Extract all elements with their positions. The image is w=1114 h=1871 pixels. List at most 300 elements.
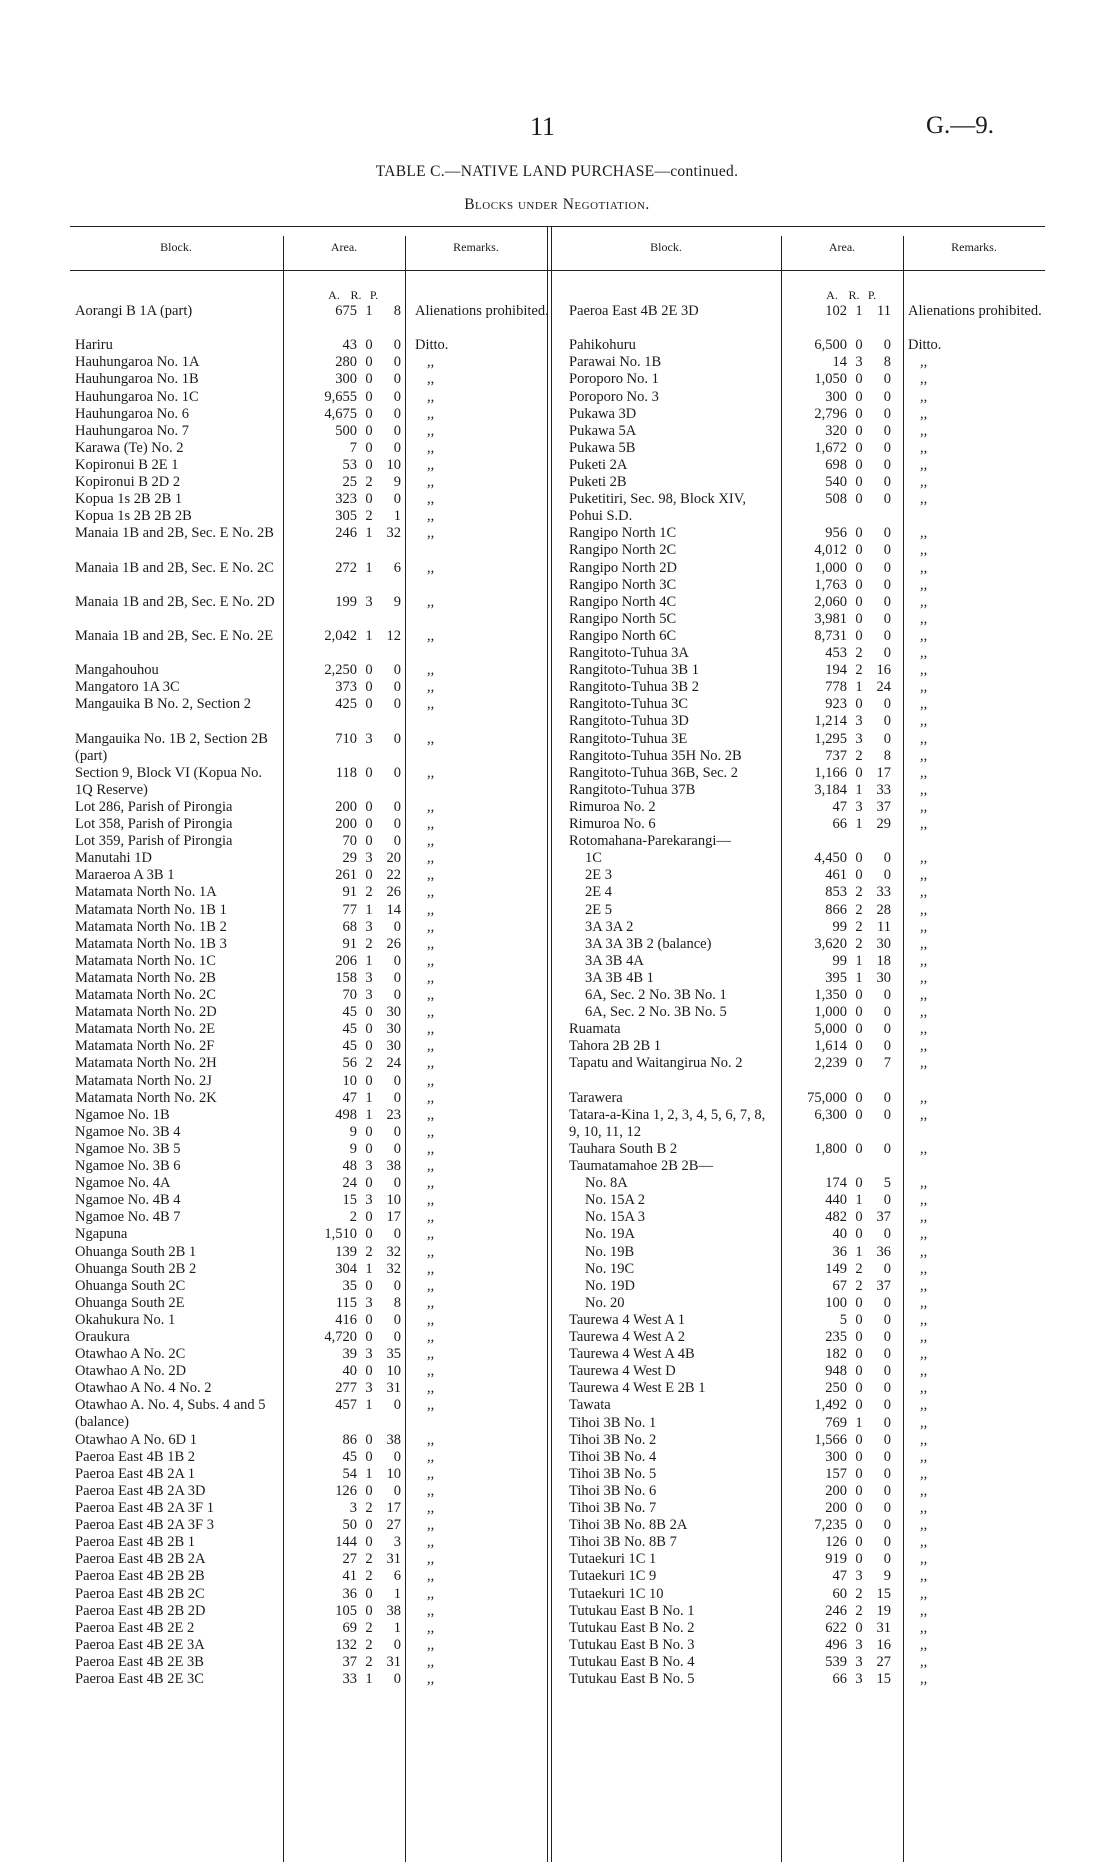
- area-perches: 0: [883, 1482, 891, 1499]
- area-roods: 2: [855, 1585, 863, 1602]
- block-name: Ngamoe No. 4A: [75, 1175, 171, 1192]
- area-perches: 0: [883, 371, 891, 388]
- block-name: 2E 5: [585, 901, 612, 918]
- remarks: ,,: [427, 1158, 435, 1174]
- area-perches: 0: [883, 987, 891, 1003]
- area-perches: 6: [393, 1568, 401, 1585]
- block-name: Rangitoto-Tuhua 3C: [569, 696, 689, 713]
- block-name: Matamata North No. 2H: [75, 1055, 217, 1072]
- area-perches: 6: [393, 559, 401, 576]
- area-acres: 3,981: [814, 610, 847, 627]
- block-name: Paeroa East 4B 2E 3D: [569, 303, 699, 319]
- area-acres: 4,450: [814, 850, 847, 867]
- area-roods: 0: [855, 491, 863, 508]
- area-acres: 144: [335, 1534, 357, 1551]
- remarks: ,,: [920, 1671, 928, 1687]
- area-roods: 3: [365, 1158, 373, 1174]
- table-row: [569, 1500, 1049, 1517]
- area-roods: 0: [855, 1397, 863, 1414]
- area-perches: 0: [393, 439, 401, 456]
- area-perches: 0: [883, 610, 891, 627]
- area-perches: 0: [393, 969, 401, 986]
- block-name: Ohuanga South 2B 1: [75, 1243, 197, 1260]
- remarks: ,,: [920, 1038, 928, 1055]
- area-perches: 0: [393, 730, 401, 747]
- area-perches: 12: [386, 627, 401, 644]
- area-perches: 0: [883, 1380, 891, 1397]
- table-subtitle: Blocks under Negotiation.: [464, 196, 650, 213]
- area-roods: 0: [855, 456, 863, 473]
- block-name: Puketi 2B: [569, 474, 627, 490]
- area-acres: 126: [335, 1482, 357, 1499]
- area-perches: 0: [883, 491, 891, 508]
- block-name: 2E 3: [585, 867, 612, 884]
- remarks: ,,: [920, 559, 928, 576]
- table-row: [569, 1004, 1049, 1021]
- area-perches: 0: [883, 1226, 891, 1243]
- area-perches: 0: [393, 1175, 401, 1192]
- remarks: ,,: [427, 1260, 435, 1277]
- table-row: [75, 799, 545, 816]
- table-row: [75, 1004, 545, 1021]
- area-acres: 769: [825, 1414, 847, 1431]
- area-acres: 7: [349, 439, 357, 456]
- table-row: [75, 953, 545, 970]
- area-perches: 0: [883, 645, 891, 661]
- area-acres: 157: [825, 1465, 847, 1482]
- table-row: [569, 1175, 1049, 1192]
- table-row: [569, 1141, 1049, 1158]
- area-perches: 0: [393, 833, 401, 850]
- unit-acres: A.: [826, 288, 838, 302]
- area-perches: 9: [393, 474, 401, 490]
- area-perches: 0: [393, 1329, 401, 1345]
- block-name: Taurewa 4 West A 4B: [569, 1346, 695, 1363]
- table-row: [569, 1415, 1049, 1432]
- block-name: Hauhungaroa No. 7: [75, 422, 189, 439]
- remarks: ,,: [427, 918, 435, 935]
- area-acres: 200: [335, 816, 357, 832]
- table-row: [75, 1500, 545, 1517]
- table-row: [75, 1671, 545, 1688]
- area-acres: 45: [342, 1448, 357, 1465]
- block-name: Rotomahana-Parekarangi—: [569, 833, 731, 850]
- remarks: ,,: [427, 1311, 435, 1328]
- table-row: [75, 440, 545, 457]
- area-roods: 0: [855, 1380, 863, 1397]
- remarks: ,,: [427, 1653, 435, 1670]
- area-perches: 0: [883, 1021, 891, 1038]
- block-name: Tihoi 3B No. 7: [569, 1500, 657, 1516]
- area-acres: 29: [342, 850, 357, 867]
- area-acres: 1,214: [814, 713, 847, 730]
- area-acres: 300: [825, 388, 847, 405]
- remarks: ,,: [427, 508, 435, 525]
- remarks: ,,: [427, 1329, 435, 1345]
- table-row: [75, 662, 545, 679]
- block-name: Rangitoto-Tuhua 37B: [569, 781, 696, 798]
- remarks: ,,: [427, 1465, 435, 1482]
- area-acres: 416: [335, 1311, 357, 1328]
- area-acres: 158: [335, 969, 357, 986]
- area-perches: 17: [876, 764, 891, 781]
- area-perches: 24: [876, 679, 891, 696]
- block-name: Matamata North No. 2J: [75, 1072, 212, 1089]
- remarks: ,,: [920, 969, 928, 986]
- block-name: Matamata North No. 1B 3: [75, 935, 227, 952]
- remarks: ,,: [920, 1329, 928, 1345]
- area-acres: 37: [342, 1653, 357, 1670]
- remarks: ,,: [920, 576, 928, 593]
- area-roods: 0: [365, 1329, 373, 1345]
- area-roods: 0: [365, 1448, 373, 1465]
- block-name: Tatara-a-Kina 1, 2, 3, 4, 5, 6, 7, 8, 9, 10, 11, 12: [569, 1106, 766, 1140]
- table-row: [75, 1586, 545, 1603]
- area-perches: 0: [393, 918, 401, 935]
- table-row: [569, 1517, 1049, 1534]
- area-acres: 498: [335, 1106, 357, 1123]
- block-name: Tihoi 3B No. 4: [569, 1448, 657, 1465]
- remarks: ,,: [427, 867, 435, 884]
- area-acres: 272: [335, 559, 357, 576]
- table-row: [569, 696, 1049, 713]
- area-acres: 68: [342, 918, 357, 935]
- block-name: Manaia 1B and 2B, Sec. E No. 2E: [75, 627, 274, 644]
- area-acres: 1,295: [814, 730, 847, 747]
- block-name: Oraukura: [75, 1329, 130, 1345]
- area-roods: 0: [855, 867, 863, 884]
- table-row: [569, 1295, 1049, 1312]
- area-roods: 3: [855, 1636, 863, 1653]
- area-acres: 6,500: [814, 337, 847, 354]
- area-roods: 0: [365, 1277, 373, 1294]
- area-perches: 37: [876, 1277, 891, 1294]
- area-perches: 22: [386, 867, 401, 884]
- remarks: ,,: [427, 1106, 435, 1123]
- area-perches: 15: [876, 1671, 891, 1687]
- remarks: ,,: [427, 1500, 435, 1516]
- table-row: [569, 1312, 1049, 1329]
- table-row: [75, 354, 545, 371]
- table-row: [75, 491, 545, 508]
- area-perches: 10: [386, 1465, 401, 1482]
- remarks: ,,: [427, 525, 435, 542]
- block-name: Tihoi 3B No. 8B 7: [569, 1534, 677, 1551]
- area-acres: 77: [342, 901, 357, 918]
- area-perches: 29: [876, 816, 891, 832]
- block-name: Tutukau East B No. 4: [569, 1653, 695, 1670]
- table-row: [569, 662, 1049, 679]
- remarks: ,,: [920, 935, 928, 952]
- area-roods: 0: [365, 1021, 373, 1038]
- area-perches: 0: [393, 1140, 401, 1157]
- table-row: [75, 833, 545, 850]
- area-roods: 1: [365, 303, 373, 319]
- table-row: [75, 902, 545, 919]
- table-row: [569, 1055, 1049, 1089]
- area-perches: 0: [393, 1277, 401, 1294]
- area-perches: 30: [876, 969, 891, 986]
- block-name: Ohuanga South 2C: [75, 1277, 186, 1294]
- remarks: ,,: [920, 798, 928, 815]
- table-row: [569, 594, 1049, 611]
- area-acres: 105: [335, 1602, 357, 1619]
- header-remarks-left: Remarks.: [453, 240, 499, 254]
- area-roods: 0: [365, 491, 373, 508]
- area-perches: 0: [883, 1431, 891, 1448]
- block-name: Hauhungaroa No. 1B: [75, 371, 199, 388]
- area-roods: 0: [855, 593, 863, 610]
- remarks: ,,: [427, 1123, 435, 1140]
- remarks: ,,: [427, 1192, 435, 1209]
- area-acres: 15: [342, 1192, 357, 1209]
- area-perches: 0: [393, 405, 401, 422]
- remarks: ,,: [920, 1585, 928, 1602]
- table-row: [75, 1038, 545, 1055]
- block-name: Hauhungaroa No. 6: [75, 405, 189, 422]
- block-name: Manaia 1B and 2B, Sec. E No. 2B: [75, 525, 274, 542]
- area-perches: 0: [883, 1329, 891, 1345]
- area-roods: 0: [365, 1004, 373, 1021]
- remarks: ,,: [920, 525, 928, 542]
- area-roods: 0: [365, 371, 373, 388]
- block-name: Hauhungaroa No. 1A: [75, 354, 200, 371]
- area-roods: 0: [365, 1072, 373, 1089]
- area-perches: 0: [393, 1448, 401, 1465]
- area-acres: 54: [342, 1465, 357, 1482]
- block-name: No. 19A: [585, 1226, 635, 1243]
- block-name: Mangauika No. 1B 2, Section 2B (part): [75, 730, 268, 764]
- block-name: Matamata North No. 2C: [75, 987, 216, 1003]
- remarks: ,,: [427, 405, 435, 422]
- area-perches: 0: [393, 388, 401, 405]
- area-roods: 1: [365, 525, 373, 542]
- area-perches: 0: [883, 422, 891, 439]
- area-acres: 923: [825, 696, 847, 713]
- remarks: ,,: [920, 1500, 928, 1516]
- remarks: ,,: [920, 1021, 928, 1038]
- table-row: [569, 987, 1049, 1004]
- remarks: ,,: [427, 1038, 435, 1055]
- area-roods: 0: [855, 1055, 863, 1072]
- area-acres: 395: [825, 969, 847, 986]
- table-row: [569, 1603, 1049, 1620]
- block-name: Rangitoto-Tuhua 3B 1: [569, 662, 699, 679]
- block-name: Tutukau East B No. 1: [569, 1602, 695, 1619]
- remarks: ,,: [920, 987, 928, 1003]
- area-acres: 70: [342, 833, 357, 850]
- area-roods: 1: [365, 952, 373, 969]
- table-row: [75, 628, 545, 662]
- area-perches: 10: [386, 1192, 401, 1209]
- table-row: [75, 731, 545, 765]
- area-roods: 3: [855, 713, 863, 730]
- block-name: Pahikohuru: [569, 337, 636, 354]
- area-acres: 235: [825, 1329, 847, 1345]
- table-row: [569, 423, 1049, 440]
- area-acres: 8,731: [814, 627, 847, 644]
- area-roods: 0: [855, 1294, 863, 1311]
- block-name: Maraeroa A 3B 1: [75, 867, 175, 884]
- area-acres: 1,614: [814, 1038, 847, 1055]
- area-roods: 1: [855, 1243, 863, 1260]
- area-acres: 182: [825, 1346, 847, 1363]
- remarks: ,,: [920, 730, 928, 747]
- table-row: [75, 1192, 545, 1209]
- block-name: Okahukura No. 1: [75, 1311, 176, 1328]
- area-perches: 0: [393, 764, 401, 781]
- table-row: [569, 1329, 1049, 1346]
- area-roods: 0: [365, 1038, 373, 1055]
- area-perches: 0: [393, 1397, 401, 1414]
- table-row: [569, 1432, 1049, 1449]
- table-row: [569, 1192, 1049, 1209]
- area-acres: 280: [335, 354, 357, 371]
- block-name: Paeroa East 4B 2A 3F 3: [75, 1517, 214, 1534]
- area-roods: 0: [855, 1482, 863, 1499]
- table-row: [569, 679, 1049, 696]
- remarks: ,,: [920, 696, 928, 713]
- area-roods: 0: [365, 1482, 373, 1499]
- area-acres: 675: [335, 303, 357, 319]
- table-row: [569, 1534, 1049, 1551]
- table-row: [75, 474, 545, 491]
- area-acres: 206: [335, 952, 357, 969]
- block-name: Mangauika B No. 2, Section 2: [75, 696, 251, 713]
- area-roods: 0: [855, 542, 863, 559]
- block-name: Tutaekuri 1C 10: [569, 1585, 664, 1602]
- table-row: [75, 1483, 545, 1500]
- area-acres: 1,763: [814, 576, 847, 593]
- area-acres: 320: [825, 422, 847, 439]
- area-perches: 0: [393, 662, 401, 679]
- block-name: Paeroa East 4B 2E 3A: [75, 1636, 205, 1653]
- area-perches: 24: [386, 1055, 401, 1072]
- area-acres: 4,675: [324, 405, 357, 422]
- block-name: Ohuanga South 2E: [75, 1294, 185, 1311]
- remarks: ,,: [427, 833, 435, 850]
- remarks: ,,: [427, 1517, 435, 1534]
- table-row: [75, 594, 545, 628]
- area-acres: 1,492: [814, 1397, 847, 1414]
- block-name: Puketi 2A: [569, 456, 628, 473]
- area-units-left: [326, 288, 382, 303]
- remarks: ,,: [427, 1671, 435, 1687]
- remarks: ,,: [427, 1585, 435, 1602]
- remarks: ,,: [427, 1636, 435, 1653]
- area-roods: 0: [855, 696, 863, 713]
- block-name: Ngamoe No. 3B 6: [75, 1158, 181, 1174]
- area-acres: 36: [832, 1243, 847, 1260]
- area-roods: 0: [365, 1431, 373, 1448]
- area-acres: 277: [335, 1380, 357, 1397]
- table-row: [569, 816, 1049, 833]
- area-perches: 38: [386, 1602, 401, 1619]
- area-acres: 9: [349, 1123, 357, 1140]
- area-roods: 1: [855, 1414, 863, 1431]
- area-acres: 246: [825, 1602, 847, 1619]
- area-acres: 2: [349, 1209, 357, 1226]
- area-acres: 200: [825, 1500, 847, 1516]
- area-perches: 0: [883, 1363, 891, 1380]
- table-row: [569, 457, 1049, 474]
- block-name: Pukawa 3D: [569, 405, 637, 422]
- area-perches: 8: [393, 303, 401, 319]
- area-perches: 0: [883, 1140, 891, 1157]
- block-name: Matamata North No. 2F: [75, 1038, 215, 1055]
- area-perches: 17: [386, 1500, 401, 1516]
- area-perches: 26: [386, 884, 401, 901]
- table-row: [75, 970, 545, 987]
- area-acres: 174: [825, 1175, 847, 1192]
- area-perches: 0: [883, 525, 891, 542]
- remarks: ,,: [427, 1534, 435, 1551]
- page-number: 11: [530, 112, 556, 141]
- block-name: Taurewa 4 West A 2: [569, 1329, 685, 1345]
- area-perches: 0: [393, 371, 401, 388]
- remarks: ,,: [427, 1226, 435, 1243]
- table-row: [569, 1209, 1049, 1226]
- area-roods: 0: [855, 850, 863, 867]
- area-roods: 1: [365, 1260, 373, 1277]
- area-perches: 0: [883, 1311, 891, 1328]
- area-acres: 919: [825, 1551, 847, 1568]
- area-perches: 38: [386, 1431, 401, 1448]
- table-row: [569, 560, 1049, 577]
- area-perches: 0: [393, 491, 401, 508]
- area-acres: 70: [342, 987, 357, 1003]
- area-acres: 60: [832, 1585, 847, 1602]
- block-name: Paeroa East 4B 1B 2: [75, 1448, 196, 1465]
- table-row: [75, 919, 545, 936]
- table-row: [569, 1261, 1049, 1278]
- area-roods: 0: [855, 1431, 863, 1448]
- remarks: ,,: [920, 422, 928, 439]
- area-perches: 31: [386, 1551, 401, 1568]
- area-roods: 3: [855, 730, 863, 747]
- remarks: ,,: [920, 1448, 928, 1465]
- header-block-right: Block.: [650, 240, 682, 254]
- unit-acres: A.: [328, 288, 340, 302]
- area-roods: 2: [365, 1568, 373, 1585]
- area-acres: 67: [832, 1277, 847, 1294]
- area-acres: 47: [832, 1568, 847, 1585]
- area-perches: 0: [393, 354, 401, 371]
- block-name: No. 19B: [585, 1243, 635, 1260]
- area-roods: 1: [855, 679, 863, 696]
- block-name: Rangipo North 2D: [569, 559, 677, 576]
- block-name: Kopironui B 2D 2: [75, 474, 181, 490]
- block-name: Rangipo North 3C: [569, 576, 677, 593]
- table-row: [75, 1620, 545, 1637]
- block-name: Rangitoto-Tuhua 3B 2: [569, 679, 699, 696]
- area-roods: 0: [855, 525, 863, 542]
- area-acres: 461: [825, 867, 847, 884]
- block-name: Taurewa 4 West A 1: [569, 1311, 685, 1328]
- area-roods: 0: [855, 422, 863, 439]
- block-name: Lot 286, Parish of Pirongia: [75, 798, 233, 815]
- area-roods: 2: [365, 1243, 373, 1260]
- area-acres: 86: [342, 1431, 357, 1448]
- area-perches: 0: [883, 1534, 891, 1551]
- remarks: ,,: [920, 1055, 928, 1072]
- block-name: Paeroa East 4B 2B 2C: [75, 1585, 205, 1602]
- area-perches: 0: [393, 1072, 401, 1089]
- area-perches: 0: [883, 474, 891, 490]
- area-roods: 2: [855, 1260, 863, 1277]
- area-perches: 0: [883, 405, 891, 422]
- area-perches: 0: [393, 1482, 401, 1499]
